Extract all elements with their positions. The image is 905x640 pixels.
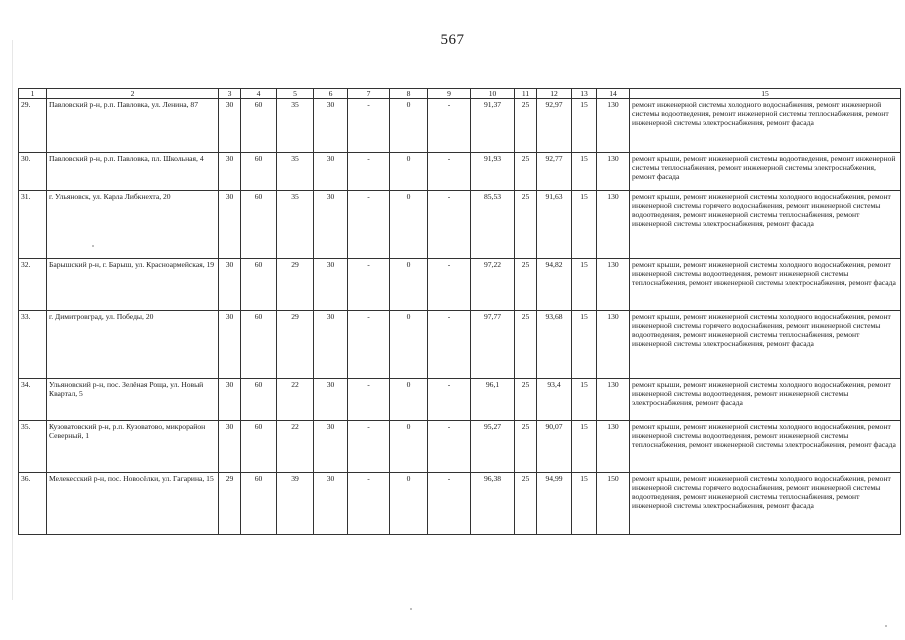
col-5-value: 29 (277, 259, 314, 311)
col-11-value: 25 (515, 191, 537, 259)
works-list: ремонт крыши, ремонт инженерной системы холодного водоснабжения, ремонт инженерной системы горячего водоснабжения, ремонт инженерной системы водоотведения, ремонт инженерной системы теплоснабжения, ремонт инженерной системы электроснабжения, ремонт фасада (630, 311, 901, 379)
col-8-value: 0 (390, 153, 428, 191)
col-9-value: - (428, 379, 471, 421)
col-6-value: 30 (314, 473, 348, 535)
column-header-2: 2 (47, 89, 219, 99)
col-5-value: 35 (277, 153, 314, 191)
table-row (19, 191, 901, 259)
col-7-value: - (348, 99, 390, 153)
col-13-value: 15 (572, 379, 597, 421)
col-9-value: - (428, 99, 471, 153)
col-4-value: 60 (241, 421, 277, 473)
col-9-value: - (428, 311, 471, 379)
col-9-value: - (428, 191, 471, 259)
col-8-value: 0 (390, 379, 428, 421)
col-12-value: 90,07 (537, 421, 572, 473)
col-5-value: 35 (277, 99, 314, 153)
repair-program-table (18, 88, 901, 535)
column-header-12: 12 (537, 89, 572, 99)
col-9-value: - (428, 473, 471, 535)
col-7-value: - (348, 379, 390, 421)
row-number: 30. (19, 153, 47, 191)
col-14-value: 130 (597, 191, 630, 259)
col-12-value: 91,63 (537, 191, 572, 259)
column-header-15: 15 (630, 89, 901, 99)
col-6-value: 30 (314, 99, 348, 153)
table-row (19, 379, 901, 421)
col-12-value: 94,82 (537, 259, 572, 311)
address: Барышский р-н, г. Барыш, ул. Красноармейская, 19 (47, 259, 219, 311)
col-8-value: 0 (390, 311, 428, 379)
works-list: ремонт крыши, ремонт инженерной системы холодного водоснабжения, ремонт инженерной системы горячего водоснабжения, ремонт инженерной системы водоотведения, ремонт инженерной системы теплоснабжения, ремонт инженерной системы электроснабжения, ремонт фасада (630, 473, 901, 535)
column-header-8: 8 (390, 89, 428, 99)
col-14-value: 130 (597, 379, 630, 421)
col-11-value: 25 (515, 421, 537, 473)
col-4-value: 60 (241, 379, 277, 421)
col-11-value: 25 (515, 153, 537, 191)
col-14-value: 130 (597, 421, 630, 473)
works-list: ремонт крыши, ремонт инженерной системы холодного водоснабжения, ремонт инженерной системы горячего водоснабжения, ремонт инженерной системы водоотведения, ремонт инженерной системы теплоснабжения, ремонт инженерной системы электроснабжения, ремонт фасада (630, 191, 901, 259)
table-row (19, 153, 901, 191)
col-9-value: - (428, 421, 471, 473)
scan-speck (885, 625, 887, 627)
col-13-value: 15 (572, 99, 597, 153)
column-header-6: 6 (314, 89, 348, 99)
col-7-value: - (348, 421, 390, 473)
address: Павловский р-н, р.п. Павловка, ул. Ленина, 87 (47, 99, 219, 153)
col-11-value: 25 (515, 473, 537, 535)
works-list: ремонт крыши, ремонт инженерной системы водоотведения, ремонт инженерной системы теплоснабжения, ремонт инженерной системы электроснабжения, ремонт фасада (630, 153, 901, 191)
row-number: 35. (19, 421, 47, 473)
row-number: 32. (19, 259, 47, 311)
row-number: 29. (19, 99, 47, 153)
row-number: 33. (19, 311, 47, 379)
col-4-value: 60 (241, 259, 277, 311)
column-header-9: 9 (428, 89, 471, 99)
col-3-value: 29 (219, 473, 241, 535)
col-6-value: 30 (314, 311, 348, 379)
col-6-value: 30 (314, 421, 348, 473)
column-header-14: 14 (597, 89, 630, 99)
col-7-value: - (348, 191, 390, 259)
col-10-value: 91,37 (471, 99, 515, 153)
scan-speck (410, 608, 412, 610)
col-8-value: 0 (390, 473, 428, 535)
col-3-value: 30 (219, 259, 241, 311)
col-4-value: 60 (241, 191, 277, 259)
col-3-value: 30 (219, 191, 241, 259)
col-10-value: 91,93 (471, 153, 515, 191)
address: г. Димитровград, ул. Победы, 20 (47, 311, 219, 379)
column-header-11: 11 (515, 89, 537, 99)
table-row (19, 421, 901, 473)
col-10-value: 95,27 (471, 421, 515, 473)
table-row (19, 473, 901, 535)
col-11-value: 25 (515, 379, 537, 421)
col-10-value: 97,77 (471, 311, 515, 379)
col-10-value: 85,53 (471, 191, 515, 259)
col-7-value: - (348, 259, 390, 311)
row-number: 31. (19, 191, 47, 259)
col-3-value: 30 (219, 379, 241, 421)
column-header-4: 4 (241, 89, 277, 99)
col-4-value: 60 (241, 153, 277, 191)
col-13-value: 15 (572, 153, 597, 191)
col-7-value: - (348, 473, 390, 535)
col-6-value: 30 (314, 379, 348, 421)
col-3-value: 30 (219, 153, 241, 191)
col-7-value: - (348, 153, 390, 191)
col-13-value: 15 (572, 421, 597, 473)
col-4-value: 60 (241, 473, 277, 535)
scan-edge-line (12, 40, 13, 600)
row-number: 36. (19, 473, 47, 535)
col-12-value: 92,77 (537, 153, 572, 191)
address: г. Ульяновск, ул. Карла Либкнехта, 20 (47, 191, 219, 259)
row-number: 34. (19, 379, 47, 421)
column-header-3: 3 (219, 89, 241, 99)
address: Кузоватовский р-н, р.п. Кузоватово, микрорайон Северный, 1 (47, 421, 219, 473)
header-row (19, 89, 901, 99)
works-list: ремонт крыши, ремонт инженерной системы холодного водоснабжения, ремонт инженерной системы водоотведения, ремонт инженерной системы теплоснабжения, ремонт инженерной системы электроснабжения, ремонт фасада (630, 421, 901, 473)
column-header-10: 10 (471, 89, 515, 99)
address: Мелекесский р-н, пос. Новосёлки, ул. Гагарина, 15 (47, 473, 219, 535)
col-5-value: 22 (277, 379, 314, 421)
page-number: 567 (440, 32, 465, 48)
col-14-value: 130 (597, 153, 630, 191)
col-6-value: 30 (314, 153, 348, 191)
col-14-value: 130 (597, 259, 630, 311)
col-14-value: 150 (597, 473, 630, 535)
works-list: ремонт крыши, ремонт инженерной системы холодного водоснабжения, ремонт инженерной системы водоотведения, ремонт инженерной системы теплоснабжения, ремонт инженерной системы электроснабжения, ремонт фасада (630, 259, 901, 311)
col-14-value: 130 (597, 311, 630, 379)
col-6-value: 30 (314, 191, 348, 259)
col-11-value: 25 (515, 99, 537, 153)
col-12-value: 93,68 (537, 311, 572, 379)
col-6-value: 30 (314, 259, 348, 311)
col-4-value: 60 (241, 99, 277, 153)
col-13-value: 15 (572, 473, 597, 535)
col-12-value: 94,99 (537, 473, 572, 535)
column-header-5: 5 (277, 89, 314, 99)
col-14-value: 130 (597, 99, 630, 153)
column-header-7: 7 (348, 89, 390, 99)
col-11-value: 25 (515, 259, 537, 311)
col-8-value: 0 (390, 421, 428, 473)
col-10-value: 97,22 (471, 259, 515, 311)
col-13-value: 15 (572, 259, 597, 311)
table-row (19, 311, 901, 379)
col-8-value: 0 (390, 259, 428, 311)
col-8-value: 0 (390, 191, 428, 259)
col-10-value: 96,38 (471, 473, 515, 535)
address: Павловский р-н, р.п. Павловка, пл. Школьная, 4 (47, 153, 219, 191)
col-13-value: 15 (572, 311, 597, 379)
col-3-value: 30 (219, 311, 241, 379)
col-13-value: 15 (572, 191, 597, 259)
table-row (19, 99, 901, 153)
col-3-value: 30 (219, 421, 241, 473)
col-10-value: 96,1 (471, 379, 515, 421)
col-5-value: 39 (277, 473, 314, 535)
column-header-1: 1 (19, 89, 47, 99)
column-header-13: 13 (572, 89, 597, 99)
col-5-value: 29 (277, 311, 314, 379)
works-list: ремонт крыши, ремонт инженерной системы холодного водоснабжения, ремонт инженерной системы водоотведения, ремонт инженерной системы электроснабжения, ремонт фасада (630, 379, 901, 421)
col-9-value: - (428, 153, 471, 191)
col-11-value: 25 (515, 311, 537, 379)
table-row (19, 259, 901, 311)
col-12-value: 92,97 (537, 99, 572, 153)
works-list: ремонт инженерной системы холодного водоснабжения, ремонт инженерной системы водоотведения, ремонт инженерной системы теплоснабжения, ремонт инженерной системы электроснабжения, ремонт фасада (630, 99, 901, 153)
col-7-value: - (348, 311, 390, 379)
col-12-value: 93,4 (537, 379, 572, 421)
col-8-value: 0 (390, 99, 428, 153)
col-4-value: 60 (241, 311, 277, 379)
address: Ульяновский р-н, пос. Зелёная Роща, ул. Новый Квартал, 5 (47, 379, 219, 421)
col-5-value: 35 (277, 191, 314, 259)
col-5-value: 22 (277, 421, 314, 473)
col-9-value: - (428, 259, 471, 311)
col-3-value: 30 (219, 99, 241, 153)
